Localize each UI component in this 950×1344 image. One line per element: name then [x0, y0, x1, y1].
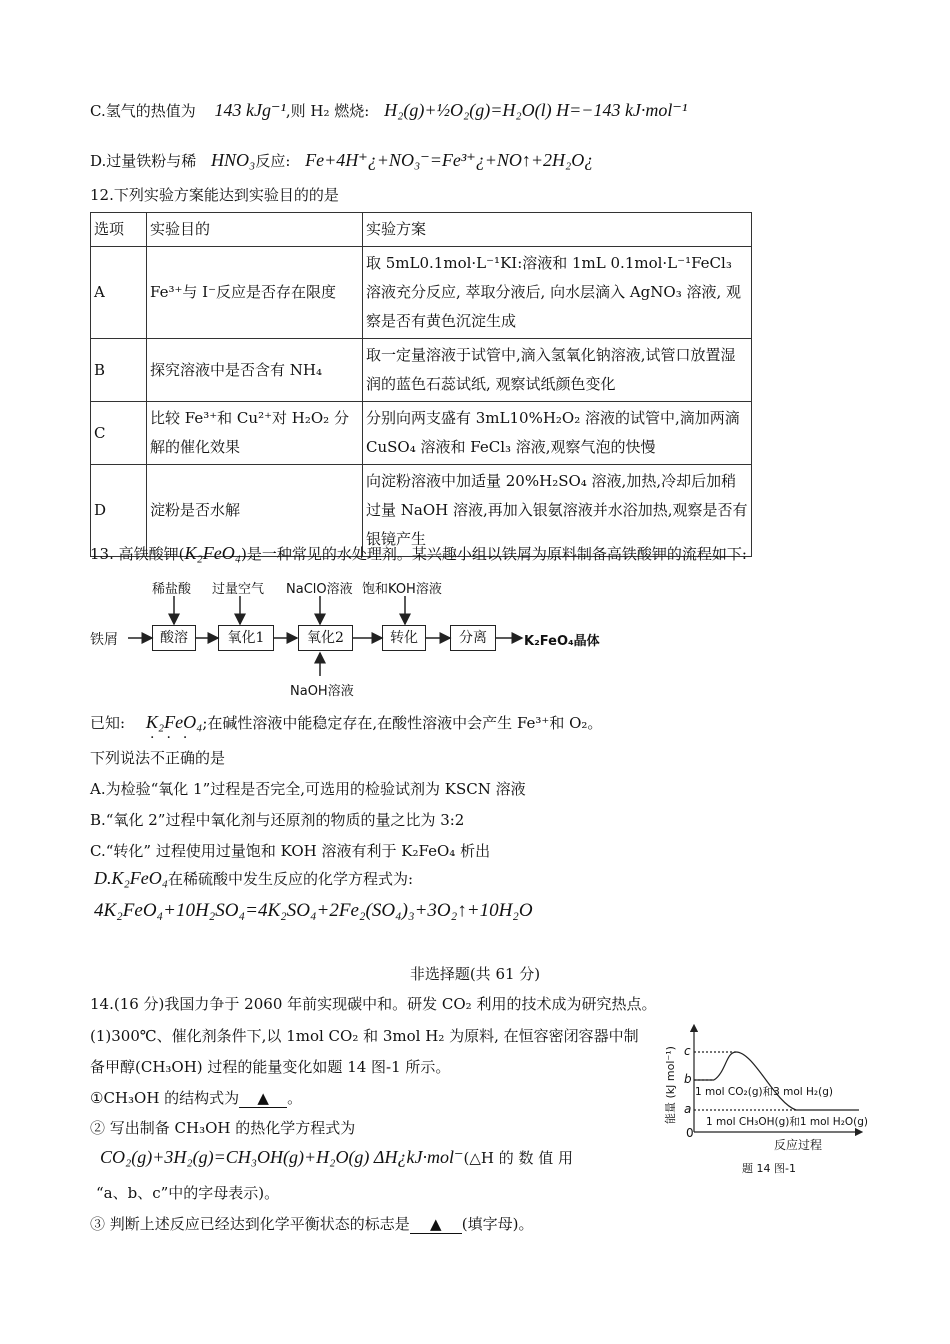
q11-c-mid: ,则 H₂ 燃烧: [285, 102, 370, 120]
table-cell-plan: 向淀粉溶液中加适量 20%H₂SO₄ 溶液,加热,冷却后加稍过量 NaOH 溶液,再加入银氨溶液并水浴加热,观察是否有银镜产生 [363, 465, 752, 557]
q12-title: 12.下列实验方案能达到实验目的的是 [90, 186, 339, 204]
q13-option-d-equation: 4K₂FeO₄+10H₂SO₄=4K₂SO₄+2Fe₂(SO₄)₃+3O₂↑+10H₂O [94, 900, 533, 921]
q13-ask: 下列说法不正确的是 [90, 749, 226, 767]
flow-step-oxidation1: 氧化1 [218, 625, 274, 651]
q14-p1-line2: 备甲醇(CH₃OH) 过程的能量变化如题 14 图-1 所示。 [90, 1058, 451, 1076]
q14-s1-text: ①CH₃OH 的结构式为 [90, 1089, 240, 1107]
energy-diagram [664, 1022, 869, 1182]
flow-step-acid: 酸溶 [152, 625, 196, 651]
flow-step-separate: 分离 [450, 625, 496, 651]
q14-s2-equation: CO₂(g)+3H₂(g)=CH₃OH(g)+H₂O(g) ΔH¿kJ·mol⁻ [100, 1147, 464, 1167]
table-cell-goal: Fe³⁺与 I⁻反应是否存在限度 [147, 247, 363, 339]
q11-option-c [90, 100, 687, 121]
q14-s3 [90, 1213, 534, 1234]
q13-option-b: B.“氧化 2”过程中氧化剂与还原剂的物质的量之比为 3:2 [90, 811, 465, 829]
table-row [91, 402, 752, 465]
reagent-naoh: NaOH溶液 [290, 684, 354, 699]
q13-option-d-text: 在稀硫酸中发生反应的化学方程式为: [168, 870, 414, 888]
q11-option-d [90, 150, 593, 171]
table-cell-option: D [91, 465, 147, 557]
q13-option-a: A.为检验“氧化 1”过程是否完全,可选用的检验试剂为 KSCN 溶液 [90, 780, 526, 798]
origin-label: 0 [686, 1126, 694, 1140]
reactant-label: 1 mol CO₂(g)和3 mol H₂(g) [695, 1086, 833, 1098]
q11-d-equation: Fe+4H⁺¿+NO₃⁻=Fe³⁺¿+NO↑+2H₂O¿ [305, 150, 594, 170]
table-cell-goal: 淀粉是否水解 [147, 465, 363, 557]
figure-caption: 题 14 图-1 [742, 1162, 796, 1175]
q11-d-mid: 反应: [255, 152, 291, 170]
table-header: 选项 [91, 213, 147, 247]
tick-a: a [684, 1102, 692, 1116]
q14-s1-end: 。 [287, 1089, 303, 1107]
q11-c-equation: H₂(g)+½O₂(g)=H₂O(l) H=−143 kJ·mol⁻¹ [384, 100, 688, 120]
energy-diagram-plot [664, 1022, 864, 1182]
q12-table [90, 212, 752, 557]
q13-option-d [94, 868, 413, 889]
tick-b: b [684, 1072, 692, 1086]
q11-c-value: 143 kJg⁻¹ [214, 100, 286, 120]
flow-step-oxidation2: 氧化2 [298, 625, 353, 651]
table-cell-option: A [91, 247, 147, 339]
table-cell-option: C [91, 402, 147, 465]
q13-intro-formula: K₂FeO₄ [184, 543, 241, 563]
q14-s3-text: ③ 判断上述反应已经达到化学平衡状态的标志是 [90, 1215, 410, 1233]
q13-known-text: ;在碱性溶液中能稳定存在,在酸性溶液中会产生 Fe³⁺和 O₂。 [202, 714, 603, 732]
q13-intro-b: )是一种常见的水处理剂。某兴趣小组以铁屑为原料制备高铁酸钾的流程如下: [241, 545, 747, 563]
table-cell-goal: 探究溶液中是否含有 NH₄ [147, 339, 363, 402]
tick-c: c [684, 1044, 691, 1058]
reagent-hcl: 稀盐酸 [152, 582, 192, 597]
y-axis-label: 能量 (kJ mol⁻¹) [664, 1046, 677, 1124]
q14-title: 14.(16 分)我国力争于 2060 年前实现碳中和。研发 CO₂ 利用的技术成为研究热点。 [90, 995, 657, 1013]
table-row [91, 339, 752, 402]
q14-s2-line [100, 1147, 573, 1168]
q13-option-d-formula: D.K₂FeO₄ [94, 868, 169, 888]
table-cell-option: B [91, 339, 147, 402]
table-header-row [91, 213, 752, 247]
table-row [91, 247, 752, 339]
section-heading: 非选择题(共 61 分) [409, 965, 541, 983]
q11-d-formula: HNO₃ [211, 150, 256, 170]
q13-option-c: C.“转化” 过程使用过量饱和 KOH 溶液有利于 K₂FeO₄ 析出 [90, 842, 491, 860]
q14-s2: ② 写出制备 CH₃OH 的热化学方程式为 [90, 1119, 356, 1137]
reagent-koh: 饱和KOH溶液 [362, 582, 442, 597]
flow-start: 铁屑 [90, 632, 118, 648]
table-cell-plan: 取 5mL0.1mol·L⁻¹KI:溶液和 1mL 0.1mol·L⁻¹FeCl₃ 溶液充分反应, 萃取分液后, 向水层滴入 AgNO₃ 溶液, 观察是否有黄色沉淀生成 [363, 247, 752, 339]
q13-known-prefix: 已知: [90, 714, 126, 732]
q13-known-formula: K₂FeO₄ [145, 712, 203, 732]
answer-blank[interactable]: ▲ [410, 1215, 462, 1234]
reagent-air: 过量空气 [212, 582, 265, 597]
answer-blank[interactable]: ▲ [239, 1089, 287, 1108]
q11-d-prefix: D.过量铁粉与稀 [90, 152, 197, 170]
q13-intro-a: 13. 高铁酸钾( [90, 545, 185, 563]
q14-s2-tail: (△H 的 数 值 用 [463, 1149, 574, 1167]
q14-s2-line3: “a、b、c”中的字母表示)。 [96, 1184, 280, 1202]
q13-intro [90, 543, 747, 564]
q14-s1 [90, 1087, 302, 1108]
q14-s3-end: (填字母)。 [461, 1215, 534, 1233]
table-cell-plan: 分别向两支盛有 3mL10%H₂O₂ 溶液的试管中,滴加两滴 CuSO₄ 溶液和 FeCl₃ 溶液,观察气泡的快慢 [363, 402, 752, 465]
q11-c-prefix: C.氢气的热值为 [90, 102, 196, 120]
table-header: 实验目的 [147, 213, 363, 247]
reagent-naclo: NaClO溶液 [286, 582, 353, 597]
table-cell-plan: 取一定量溶液于试管中,滴入氢氧化钠溶液,试管口放置湿润的蓝色石蕊试纸, 观察试纸颜色变化 [363, 339, 752, 402]
product-label: 1 mol CH₃OH(g)和1 mol H₂O(g) [706, 1116, 869, 1128]
emphasis-dots: ··· [150, 730, 200, 746]
table-header: 实验方案 [363, 213, 752, 247]
q14-p1-line1: (1)300℃、催化剂条件下,以 1mol CO₂ 和 3mol H₂ 为原料, 在恒容密闭容器中制 [90, 1027, 639, 1045]
x-axis-label: 反应过程 [774, 1138, 823, 1152]
table-cell-goal: 比较 Fe³⁺和 Cu²⁺对 H₂O₂ 分解的催化效果 [147, 402, 363, 465]
flow-end-product: K₂FeO₄晶体 [524, 634, 600, 649]
flow-step-convert: 转化 [382, 625, 426, 651]
